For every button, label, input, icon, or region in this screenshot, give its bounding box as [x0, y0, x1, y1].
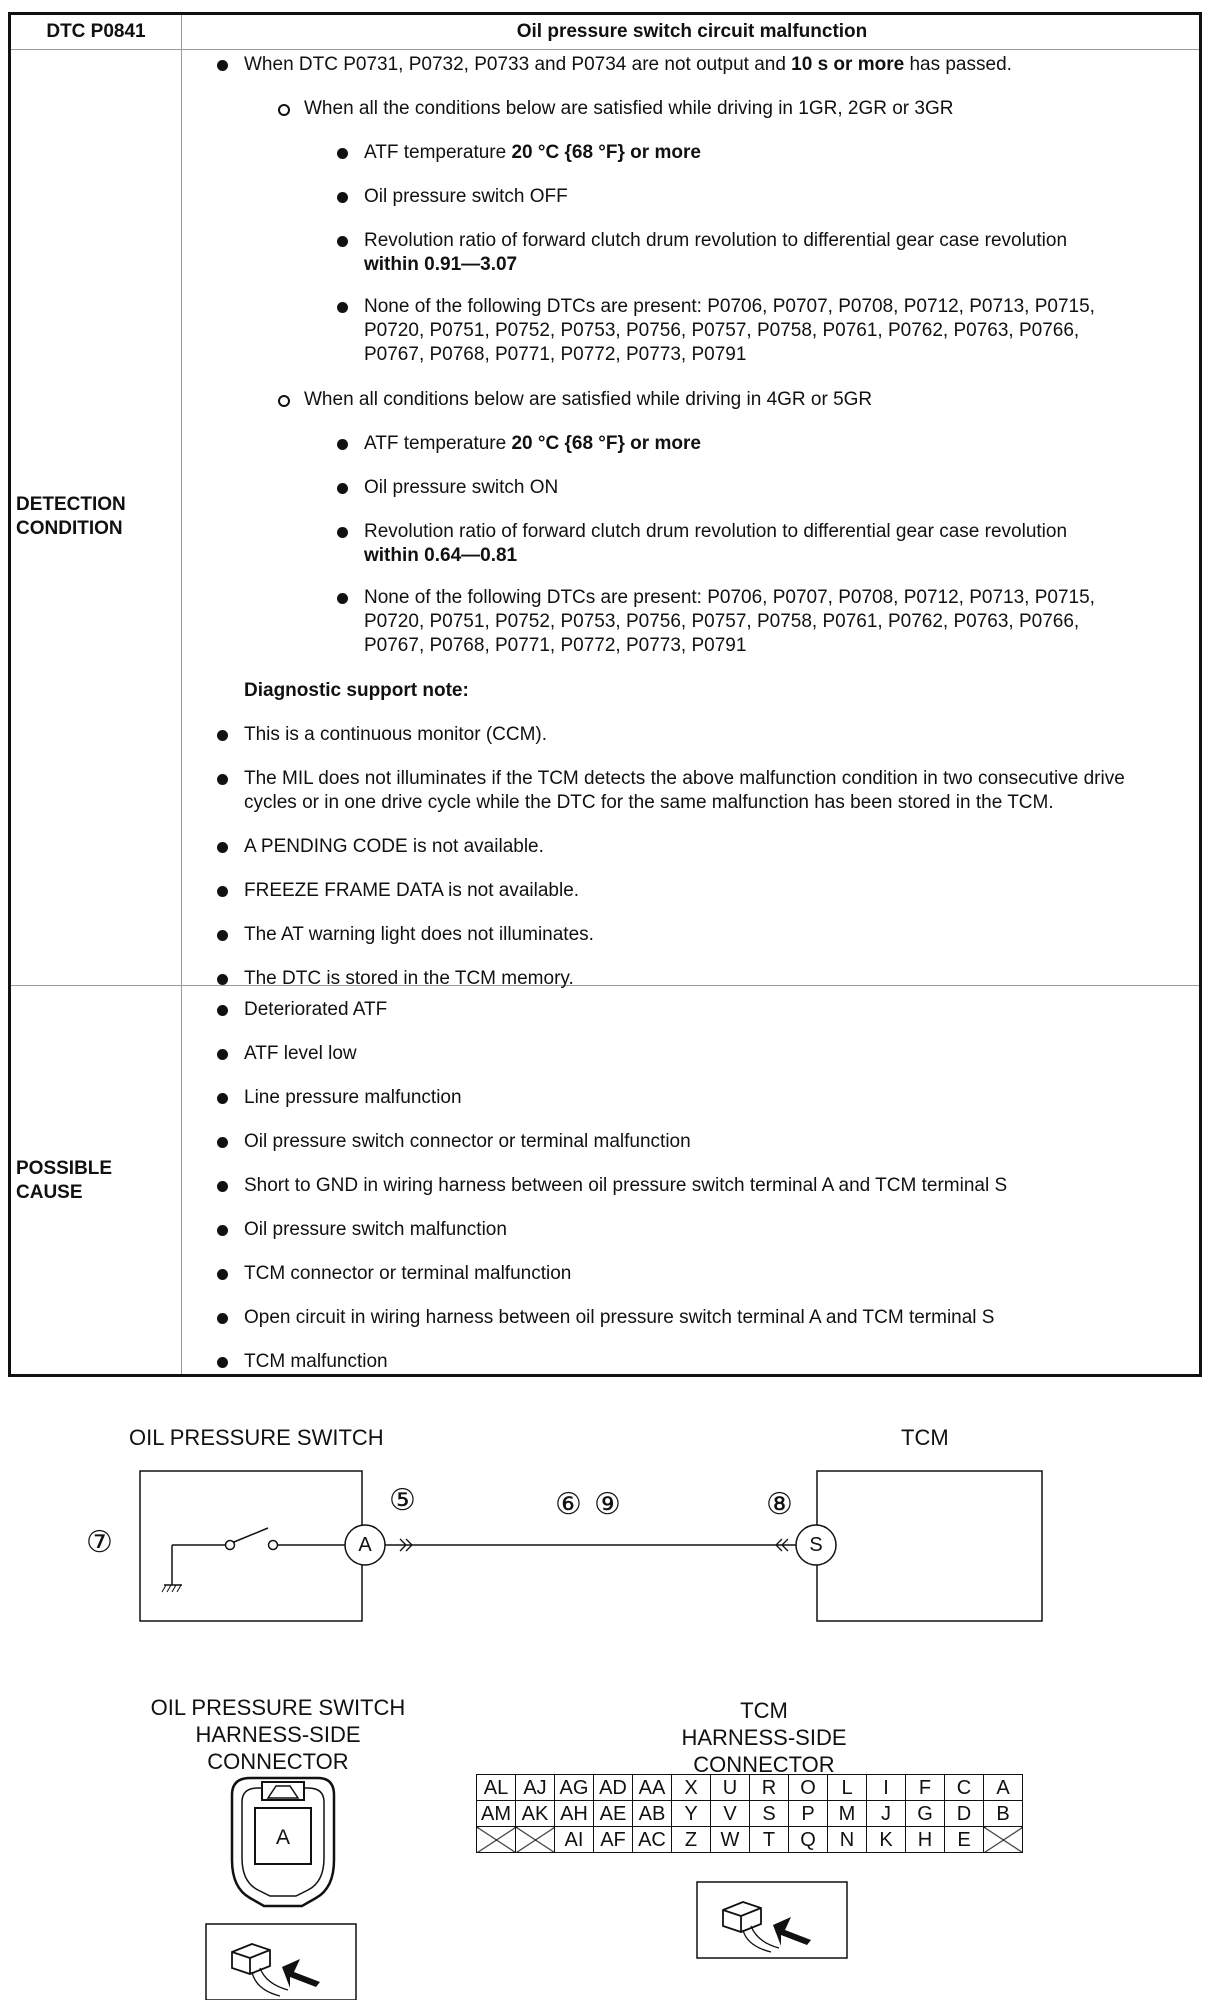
connector-terminal: L [828, 1775, 867, 1801]
ref-7: ⑦ [86, 1526, 113, 1559]
empty-cavity [984, 1827, 1023, 1853]
connector-terminal: H [906, 1827, 945, 1853]
note-5: The AT warning light does not illuminates. [244, 924, 594, 945]
connector-terminal: E [945, 1827, 984, 1853]
connector-terminal: V [711, 1801, 750, 1827]
cause-item: TCM malfunction [244, 1351, 388, 1372]
tcm-connector-label: TCM HARNESS-SIDE CONNECTOR [681, 1698, 847, 1777]
connector-terminal: M [828, 1801, 867, 1827]
cause-item: Open circuit in wiring harness between oil pressure switch terminal A and TCM terminal S [244, 1307, 995, 1328]
connector-terminal: AF [594, 1827, 633, 1853]
ref-6: ⑥ [555, 1488, 582, 1521]
ops-connector-label: OIL PRESSURE SWITCH HARNESS-SIDE CONNECTOR [150, 1695, 406, 1774]
ref-9: ⑨ [594, 1488, 621, 1521]
connector-terminal: F [906, 1775, 945, 1801]
connector-terminal: J [867, 1801, 906, 1827]
switch-contact [226, 1541, 235, 1550]
dtc-code: DTC P0841 [46, 21, 146, 42]
cause-item: Deteriorated ATF [244, 999, 388, 1020]
terminal-s-label: S [809, 1534, 823, 1556]
connector-terminal: T [750, 1827, 789, 1853]
connector-terminal: AK [516, 1801, 555, 1827]
group2-none: None of the following DTCs are present: P0706, P0707, P0708, P0712, P0713, P0715, P0720, P0751, P0752, P0753, P0756, P0757, P0758, P0761, P0762, P0763, P0766, P0767, P0768, P0771, P0772, P0773, P0791 [364, 587, 1095, 656]
dtc-title: Oil pressure switch circuit malfunction [516, 21, 868, 42]
note-1: This is a continuous monitor (CCM). [244, 724, 548, 745]
cause-item: Oil pressure switch malfunction [244, 1219, 507, 1240]
terminal-a-label: A [358, 1534, 372, 1556]
connector-terminal: G [906, 1801, 945, 1827]
group1-ratio: Revolution ratio of forward clutch drum revolution to differential gear case revolution within 0.91—3.07 [364, 230, 1068, 275]
group1-none: None of the following DTCs are present: P0706, P0707, P0708, P0712, P0713, P0715, P0720, P0751, P0752, P0753, P0756, P0757, P0758, P0761, P0762, P0763, P0766, P0767, P0768, P0771, P0772, P0773, P0791 [364, 296, 1095, 365]
connector-terminal: Y [672, 1801, 711, 1827]
connector-terminal: Z [672, 1827, 711, 1853]
connector-terminal: S [750, 1801, 789, 1827]
connector-terminal: AA [633, 1775, 672, 1801]
connector-terminal: AE [594, 1801, 633, 1827]
connector-terminal: R [750, 1775, 789, 1801]
group2-ratio: Revolution ratio of forward clutch drum revolution to differential gear case revolution within 0.64—0.81 [364, 521, 1068, 566]
connector-terminal: B [984, 1801, 1023, 1827]
connector-terminal: P [789, 1801, 828, 1827]
connector-terminal: Q [789, 1827, 828, 1853]
group2-atf: ATF temperature 20 °C {68 °F} or more [364, 433, 701, 454]
connector-terminal: W [711, 1827, 750, 1853]
connector-terminal: I [867, 1775, 906, 1801]
oil-pressure-switch-box [140, 1471, 362, 1621]
group1-heading: When all the conditions below are satisfied while driving in 1GR, 2GR or 3GR [304, 98, 954, 119]
note-title: Diagnostic support note: [244, 680, 469, 701]
empty-cavity [516, 1827, 555, 1853]
note-4: FREEZE FRAME DATA is not available. [244, 880, 580, 901]
note-3: A PENDING CODE is not available. [244, 836, 544, 857]
connector-terminal: AL [477, 1775, 516, 1801]
group1-atf: ATF temperature 20 °C {68 °F} or more [364, 142, 701, 163]
connector-terminal: A [984, 1775, 1023, 1801]
connector-terminal: N [828, 1827, 867, 1853]
connector-terminal: AH [555, 1801, 594, 1827]
detection-intro: When DTC P0731, P0732, P0733 and P0734 are not output and 10 s or more has passed. [244, 54, 1012, 75]
connector-terminal: AI [555, 1827, 594, 1853]
group2-heading: When all conditions below are satisfied while driving in 4GR or 5GR [304, 389, 873, 410]
cause-item: Line pressure malfunction [244, 1087, 462, 1108]
connector-terminal: C [945, 1775, 984, 1801]
connector-terminal: AM [477, 1801, 516, 1827]
ref-5: ⑤ [389, 1484, 416, 1517]
cause-item: Short to GND in wiring harness between oil pressure switch terminal A and TCM terminal S [244, 1175, 1008, 1196]
note-2: The MIL does not illuminates if the TCM detects the above malfunction condition in two consecutive drive cycles or in one drive cycle while the DTC for the same malfunction has been stored in the TCM. [244, 768, 1125, 813]
tcm-box [817, 1471, 1042, 1621]
connector-terminal: AC [633, 1827, 672, 1853]
connector-terminal: AB [633, 1801, 672, 1827]
connector-terminal: X [672, 1775, 711, 1801]
view-direction-icon [206, 1924, 356, 2000]
connector-terminal: O [789, 1775, 828, 1801]
connector-terminal: K [867, 1827, 906, 1853]
view-direction-icon [697, 1882, 847, 1958]
ref-8: ⑧ [766, 1488, 793, 1521]
grid-row [477, 1827, 1023, 1853]
connector-terminal: AJ [516, 1775, 555, 1801]
cause-item: ATF level low [244, 1043, 357, 1064]
grid-row [477, 1775, 1023, 1801]
tcm-title: TCM [901, 1425, 949, 1450]
connector-terminal: AG [555, 1775, 594, 1801]
grid-row [477, 1801, 1023, 1827]
connector-terminal: U [711, 1775, 750, 1801]
cause-item: Oil pressure switch connector or terminal malfunction [244, 1131, 691, 1152]
cause-item: TCM connector or terminal malfunction [244, 1263, 572, 1284]
tcm-connector-grid [476, 1774, 1023, 1853]
cause-label: POSSIBLE CAUSE [16, 1158, 113, 1203]
connector-terminal: D [945, 1801, 984, 1827]
switch-blade [234, 1528, 268, 1542]
ops-connector-terminal: A [275, 1826, 290, 1849]
detection-label: DETECTION CONDITION [16, 494, 126, 539]
group1-switch: Oil pressure switch OFF [364, 186, 568, 207]
switch-contact [269, 1541, 278, 1550]
note-6: The DTC is stored in the TCM memory. [244, 968, 574, 989]
ops-title: OIL PRESSURE SWITCH [129, 1425, 384, 1450]
connector-terminal: AD [594, 1775, 633, 1801]
group2-switch: Oil pressure switch ON [364, 477, 559, 498]
empty-cavity [477, 1827, 516, 1853]
